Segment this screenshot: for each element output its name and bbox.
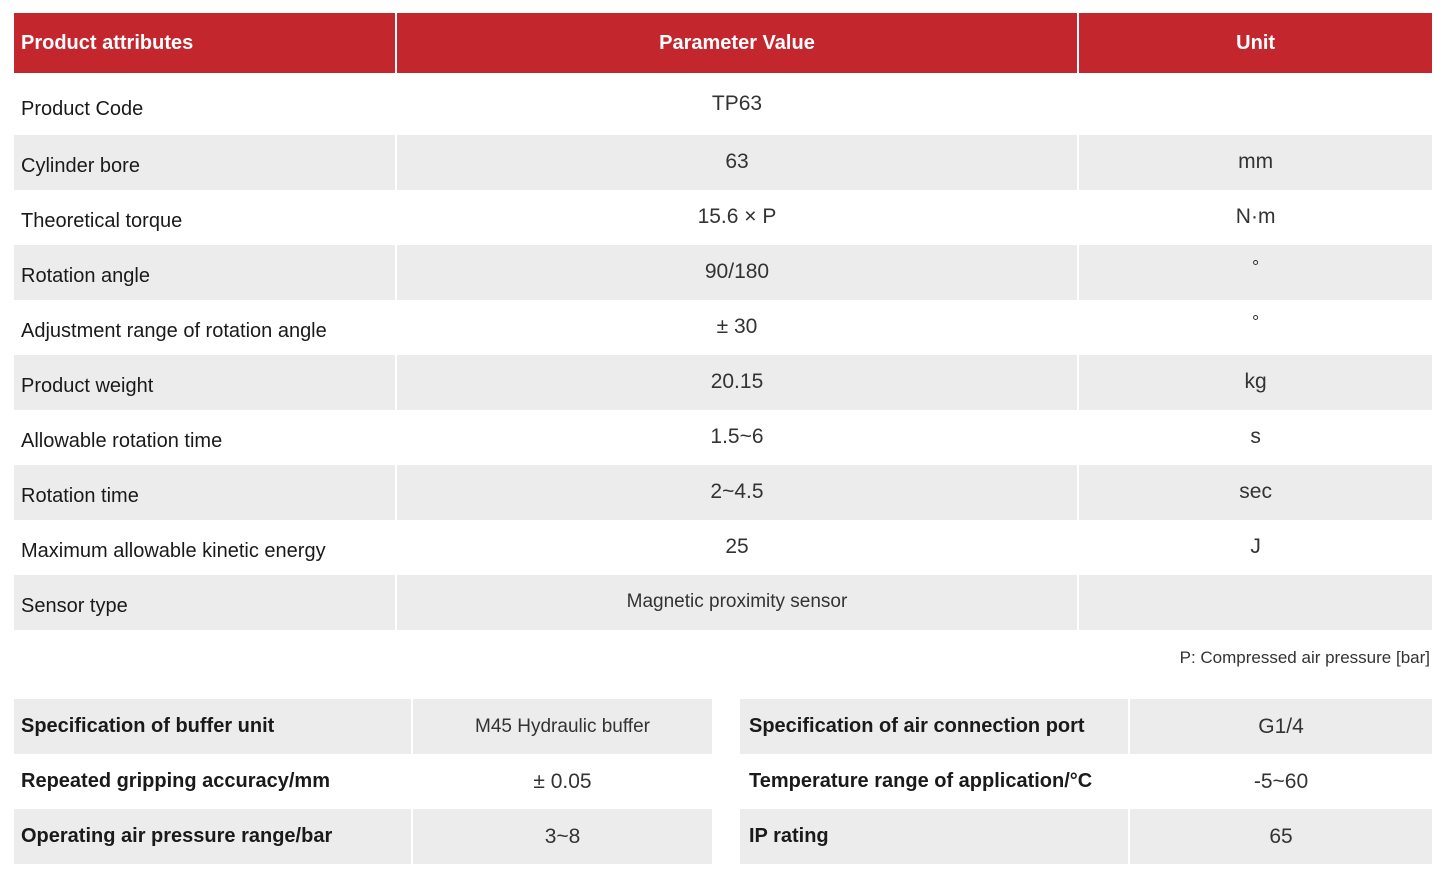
table-row [14, 575, 1432, 630]
unit-cell: sec [1079, 465, 1432, 520]
value-cell: 63 [397, 135, 1078, 190]
attribute-cell: Cylinder bore [14, 135, 395, 190]
spec-label: Temperature range of application/°C [749, 770, 1093, 792]
spec-value: ± 0.05 [533, 769, 592, 793]
unit-cell: ° [1079, 245, 1432, 300]
attribute-cell: Maximum allowable kinetic energy [21, 540, 326, 562]
spec-label: Specification of air connection port [740, 699, 1128, 754]
value-cell: ± 30 [716, 314, 758, 338]
table-row [14, 300, 1432, 355]
unit-cell: kg [1079, 355, 1432, 410]
pressure-note: P: Compressed air pressure [bar] [1179, 648, 1430, 667]
spec-label: Operating air pressure range/bar [14, 809, 411, 864]
attribute-cell: Product weight [14, 355, 395, 410]
spec-value: G1/4 [1130, 699, 1432, 754]
unit-cell: mm [1079, 135, 1432, 190]
value-cell: 1.5~6 [710, 424, 764, 448]
attribute-cell: Rotation angle [14, 245, 395, 300]
attribute-cell: Product Code [21, 97, 144, 120]
value-cell: 20.15 [397, 355, 1078, 410]
table-row [14, 355, 1432, 410]
attribute-cell: Adjustment range of rotation angle [21, 320, 327, 342]
unit-cell [1079, 575, 1432, 630]
spec-value: -5~60 [1253, 769, 1309, 793]
value-cell: TP63 [711, 92, 763, 115]
spec-row [14, 809, 712, 864]
spec-label: IP rating [740, 809, 1128, 864]
unit-cell: N·m [1235, 204, 1276, 228]
table-header [14, 13, 1432, 73]
table-row [14, 135, 1432, 190]
unit-cell: J [1250, 534, 1261, 558]
value-cell: Magnetic proximity sensor [397, 575, 1078, 630]
header-unit: Unit [1079, 13, 1432, 73]
table-row [14, 465, 1432, 520]
spec-value: 65 [1130, 809, 1432, 864]
spec-row [14, 754, 712, 809]
table-row [14, 410, 1432, 465]
value-cell: 25 [725, 534, 749, 558]
unit-cell: s [1250, 424, 1261, 448]
unit-cell: ° [1252, 312, 1260, 332]
header-product-attributes: Product attributes [14, 13, 395, 73]
spec-row [740, 754, 1432, 809]
attribute-cell: Rotation time [14, 465, 395, 520]
value-cell: 90/180 [397, 245, 1078, 300]
right-spec-table [740, 699, 1432, 864]
spec-label: Repeated gripping accuracy/mm [21, 770, 330, 792]
table-row [14, 520, 1432, 575]
spec-value: M45 Hydraulic buffer [413, 699, 712, 754]
attribute-cell: Allowable rotation time [21, 430, 223, 452]
value-cell: 15.6 × P [697, 204, 777, 228]
table-row [14, 190, 1432, 245]
attribute-cell: Sensor type [14, 575, 395, 630]
spec-row [14, 699, 712, 754]
unit-cell [1079, 75, 1432, 135]
spec-row [740, 699, 1432, 754]
header-parameter-value: Parameter Value [397, 13, 1078, 73]
spec-value: 3~8 [413, 809, 712, 864]
spec-label: Specification of buffer unit [14, 699, 411, 754]
left-spec-table [14, 699, 712, 864]
value-cell: 2~4.5 [397, 465, 1078, 520]
table-row [14, 245, 1432, 300]
parameter-table [14, 13, 1432, 630]
attribute-cell: Theoretical torque [21, 210, 183, 232]
spec-row [740, 809, 1432, 864]
table-row [14, 73, 1432, 135]
